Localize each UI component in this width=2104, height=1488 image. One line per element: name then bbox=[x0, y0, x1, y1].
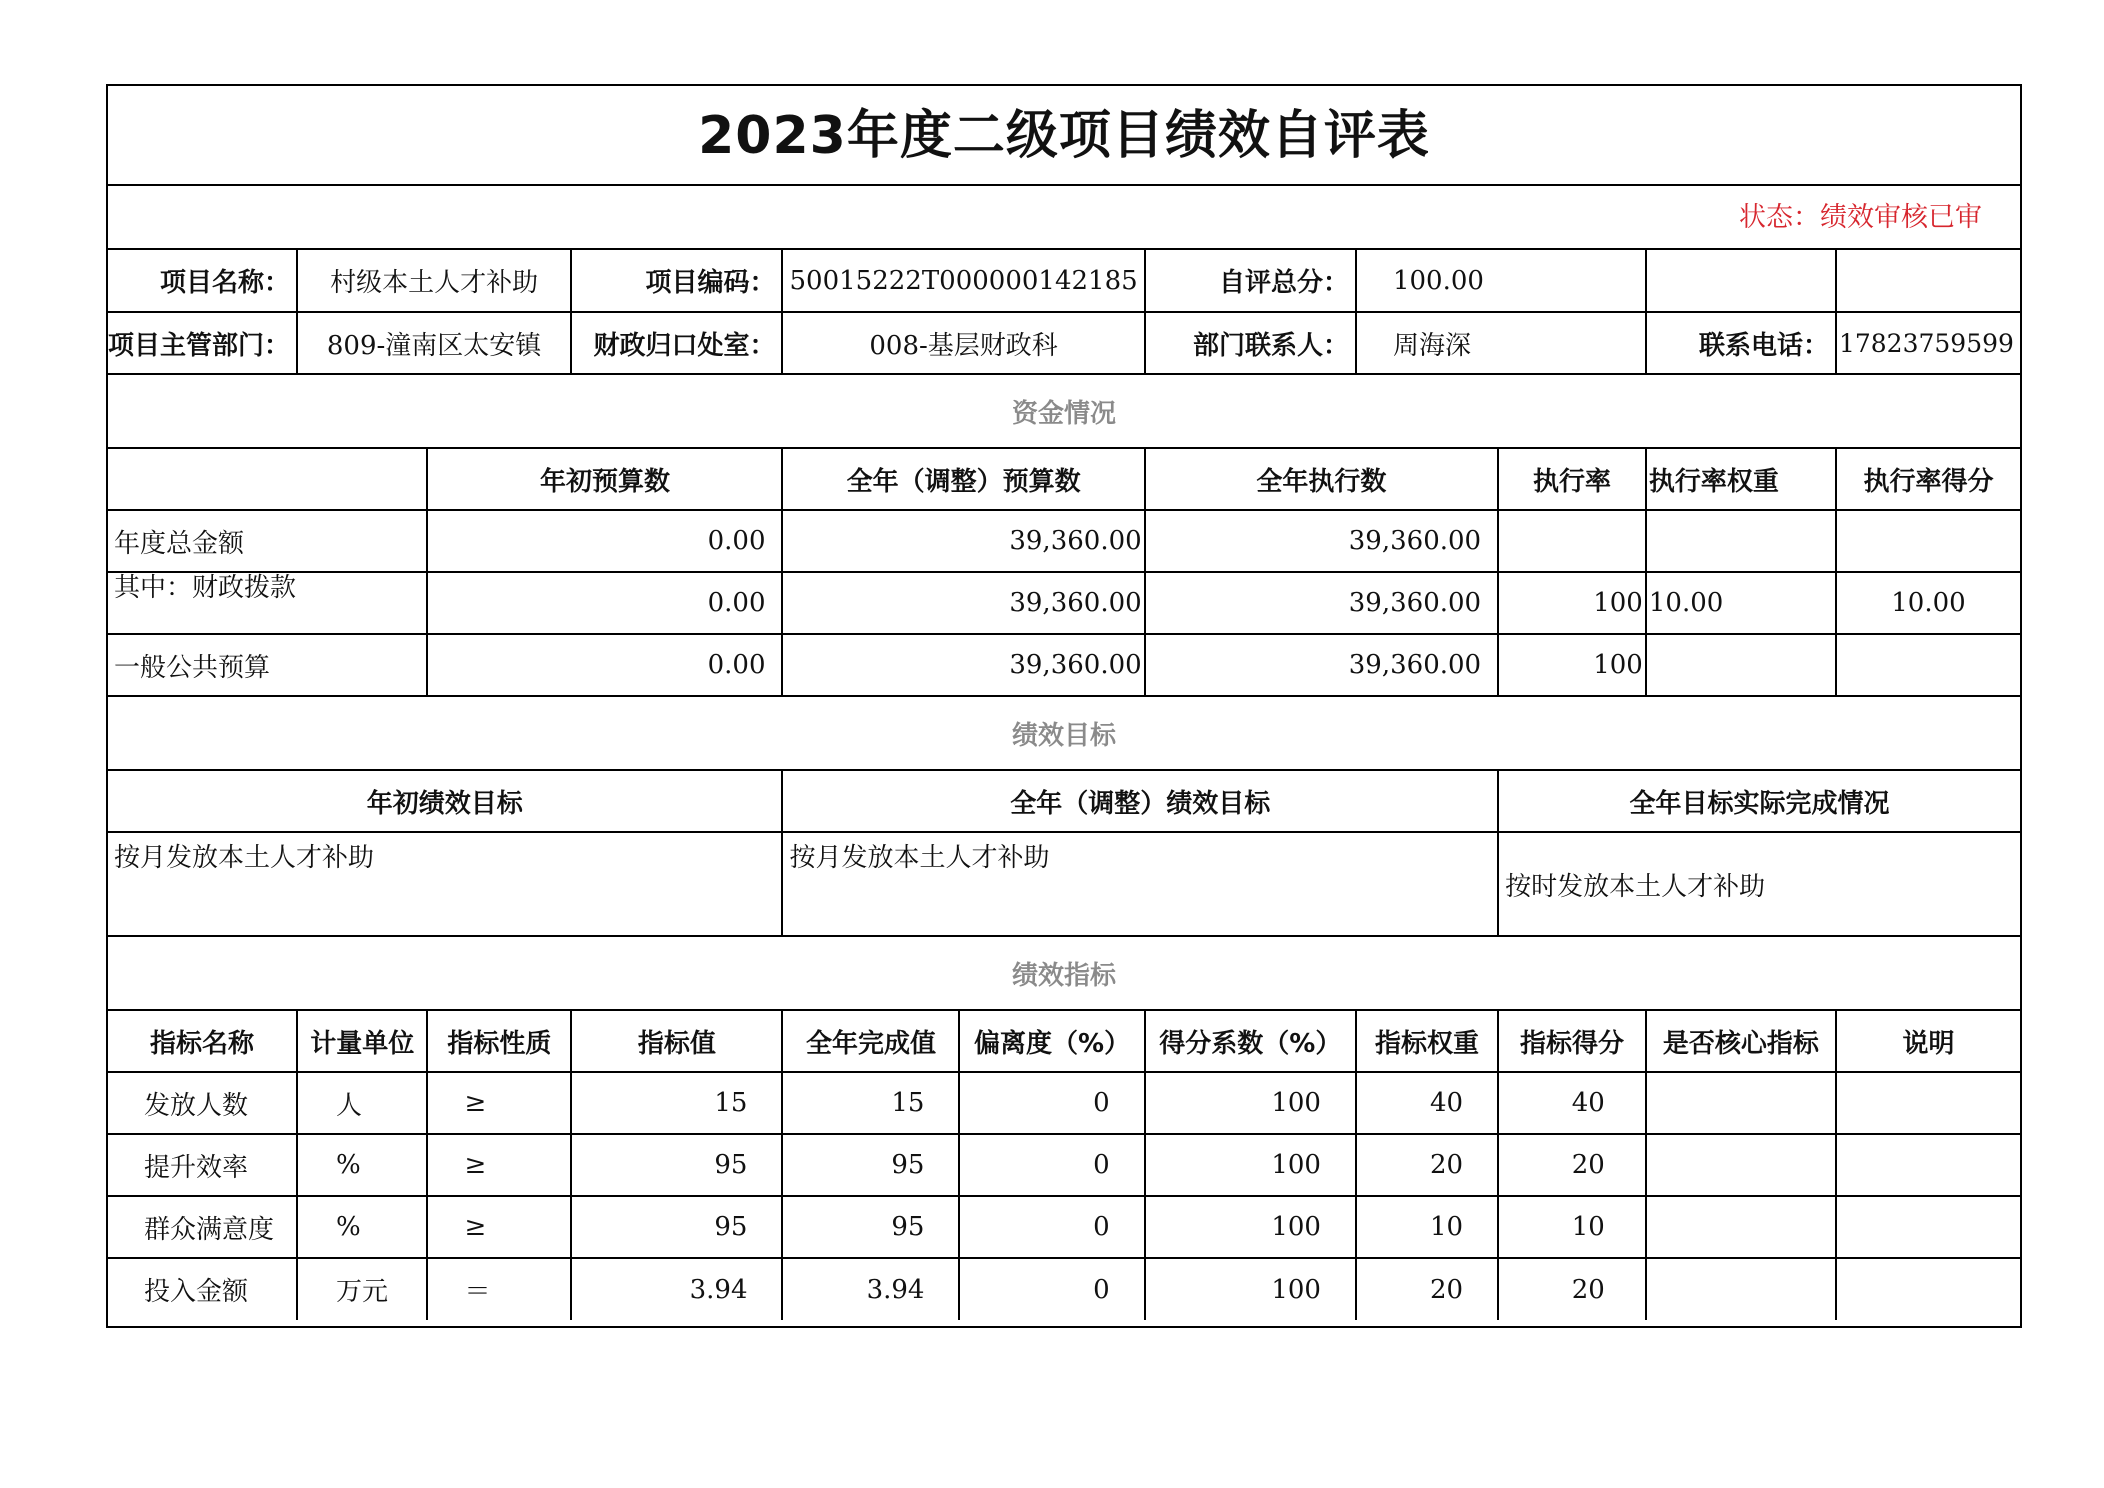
indicator-core bbox=[1646, 1134, 1836, 1196]
funds-header: 执行率得分 bbox=[1836, 448, 2020, 510]
funds-row bbox=[108, 572, 2020, 634]
indicator-header: 指标名称 bbox=[108, 1010, 297, 1072]
indicator-score: 20 bbox=[1498, 1258, 1646, 1320]
funds-executed: 39,360.00 bbox=[1145, 572, 1498, 634]
project-code-label: 项目编码： bbox=[571, 250, 782, 312]
indicator-deviation: 0 bbox=[959, 1196, 1144, 1258]
indicator-weight: 40 bbox=[1356, 1072, 1498, 1134]
indicator-weight: 20 bbox=[1356, 1134, 1498, 1196]
empty-cell bbox=[1836, 250, 2020, 312]
goals-content-row bbox=[108, 832, 2020, 936]
funds-header-empty bbox=[108, 448, 427, 510]
funds-weight: 10.00 bbox=[1646, 572, 1836, 634]
indicator-note bbox=[1836, 1134, 2020, 1196]
indicator-unit: % bbox=[297, 1134, 427, 1196]
funds-row bbox=[108, 634, 2020, 696]
evaluation-sheet bbox=[106, 84, 2022, 1328]
indicator-unit: 万元 bbox=[297, 1258, 427, 1320]
indicator-row bbox=[108, 1258, 2020, 1320]
funds-executed: 39,360.00 bbox=[1145, 510, 1498, 572]
indicator-row bbox=[108, 1134, 2020, 1196]
project-name-value: 村级本土人才补助 bbox=[297, 250, 571, 312]
empty-cell bbox=[1646, 250, 1836, 312]
indicator-header: 指标性质 bbox=[427, 1010, 571, 1072]
dept-value: 809-潼南区太安镇 bbox=[297, 312, 571, 374]
funds-row bbox=[108, 510, 2020, 572]
funds-row-label: 年度总金额 bbox=[108, 510, 427, 572]
indicator-note bbox=[1836, 1258, 2020, 1320]
phone-label: 联系电话： bbox=[1646, 312, 1836, 374]
indicator-deviation: 0 bbox=[959, 1134, 1144, 1196]
indicator-score: 10 bbox=[1498, 1196, 1646, 1258]
indicators-section-row bbox=[108, 936, 2020, 1010]
funds-header: 执行率权重 bbox=[1646, 448, 1836, 510]
status-text: 状态：绩效审核已审 bbox=[108, 186, 2020, 250]
funds-rate bbox=[1498, 510, 1646, 572]
indicator-coef: 100 bbox=[1145, 1072, 1356, 1134]
indicator-score: 40 bbox=[1498, 1072, 1646, 1134]
funds-header: 执行率 bbox=[1498, 448, 1646, 510]
goal-actual: 按时发放本土人才补助 bbox=[1498, 832, 2020, 936]
funds-rate: 100 bbox=[1498, 572, 1646, 634]
indicator-header: 计量单位 bbox=[297, 1010, 427, 1072]
indicator-unit: 人 bbox=[297, 1072, 427, 1134]
indicator-header: 说明 bbox=[1836, 1010, 2020, 1072]
indicator-header: 是否核心指标 bbox=[1646, 1010, 1836, 1072]
indicator-core bbox=[1646, 1072, 1836, 1134]
finance-office-label: 财政归口处室： bbox=[571, 312, 782, 374]
contact-value: 周海深 bbox=[1356, 312, 1646, 374]
indicator-nature: ≥ bbox=[427, 1196, 571, 1258]
phone-value: 17823759599 bbox=[1836, 312, 2020, 374]
indicator-nature: ≥ bbox=[427, 1072, 571, 1134]
funds-executed: 39,360.00 bbox=[1145, 634, 1498, 696]
total-score-value: 100.00 bbox=[1356, 250, 1646, 312]
funds-section-row bbox=[108, 374, 2020, 448]
indicator-score: 20 bbox=[1498, 1134, 1646, 1196]
funds-initial: 0.00 bbox=[427, 634, 782, 696]
indicator-row bbox=[108, 1196, 2020, 1258]
indicator-name: 发放人数 bbox=[108, 1072, 297, 1134]
indicator-target: 3.94 bbox=[571, 1258, 782, 1320]
indicator-unit: % bbox=[297, 1196, 427, 1258]
indicator-done: 3.94 bbox=[782, 1258, 959, 1320]
contact-label: 部门联系人： bbox=[1145, 312, 1356, 374]
funds-score: 10.00 bbox=[1836, 572, 2020, 634]
info-row-1 bbox=[108, 250, 2020, 312]
funds-header: 全年（调整）预算数 bbox=[782, 448, 1144, 510]
indicator-header: 得分系数（%） bbox=[1145, 1010, 1356, 1072]
indicator-done: 95 bbox=[782, 1134, 959, 1196]
indicator-target: 15 bbox=[571, 1072, 782, 1134]
indicator-header: 指标得分 bbox=[1498, 1010, 1646, 1072]
funds-weight bbox=[1646, 634, 1836, 696]
indicator-done: 15 bbox=[782, 1072, 959, 1134]
goals-header-row bbox=[108, 770, 2020, 832]
indicator-header: 偏离度（%） bbox=[959, 1010, 1144, 1072]
indicator-core bbox=[1646, 1196, 1836, 1258]
funds-score bbox=[1836, 634, 2020, 696]
indicator-name: 群众满意度 bbox=[108, 1196, 297, 1258]
indicator-note bbox=[1836, 1072, 2020, 1134]
indicator-coef: 100 bbox=[1145, 1196, 1356, 1258]
indicator-name: 投入金额 bbox=[108, 1258, 297, 1320]
funds-header: 全年执行数 bbox=[1145, 448, 1498, 510]
goals-section-title: 绩效目标 bbox=[108, 696, 2020, 770]
funds-adjusted: 39,360.00 bbox=[782, 572, 1144, 634]
indicator-coef: 100 bbox=[1145, 1258, 1356, 1320]
indicator-header: 全年完成值 bbox=[782, 1010, 959, 1072]
goal-adjusted: 按月发放本土人才补助 bbox=[782, 832, 1498, 936]
funds-header: 年初预算数 bbox=[427, 448, 782, 510]
indicator-weight: 20 bbox=[1356, 1258, 1498, 1320]
project-code-value: 50015222T000000142185 bbox=[782, 250, 1144, 312]
funds-adjusted: 39,360.00 bbox=[782, 510, 1144, 572]
indicator-header: 指标权重 bbox=[1356, 1010, 1498, 1072]
funds-adjusted: 39,360.00 bbox=[782, 634, 1144, 696]
evaluation-table bbox=[108, 250, 2020, 1320]
goals-section-row bbox=[108, 696, 2020, 770]
indicator-deviation: 0 bbox=[959, 1072, 1144, 1134]
indicator-target: 95 bbox=[571, 1196, 782, 1258]
indicator-nature: ＝ bbox=[427, 1258, 571, 1320]
indicators-section-title: 绩效指标 bbox=[108, 936, 2020, 1010]
dept-label: 项目主管部门： bbox=[108, 312, 297, 374]
funds-section-title: 资金情况 bbox=[108, 374, 2020, 448]
indicator-deviation: 0 bbox=[959, 1258, 1144, 1320]
funds-row-label: 其中：财政拨款 bbox=[108, 572, 427, 634]
indicator-note bbox=[1836, 1196, 2020, 1258]
info-row-2 bbox=[108, 312, 2020, 374]
indicator-weight: 10 bbox=[1356, 1196, 1498, 1258]
indicator-done: 95 bbox=[782, 1196, 959, 1258]
indicator-row bbox=[108, 1072, 2020, 1134]
indicator-name: 提升效率 bbox=[108, 1134, 297, 1196]
indicator-coef: 100 bbox=[1145, 1134, 1356, 1196]
project-name-label: 项目名称： bbox=[108, 250, 297, 312]
goals-header: 全年目标实际完成情况 bbox=[1498, 770, 2020, 832]
funds-header-row bbox=[108, 448, 2020, 510]
funds-score bbox=[1836, 510, 2020, 572]
funds-weight bbox=[1646, 510, 1836, 572]
page-title: 2023年度二级项目绩效自评表 bbox=[108, 86, 2020, 186]
funds-row-label: 一般公共预算 bbox=[108, 634, 427, 696]
indicator-core bbox=[1646, 1258, 1836, 1320]
funds-rate: 100 bbox=[1498, 634, 1646, 696]
goals-header: 全年（调整）绩效目标 bbox=[782, 770, 1498, 832]
indicator-nature: ≥ bbox=[427, 1134, 571, 1196]
indicator-target: 95 bbox=[571, 1134, 782, 1196]
funds-initial: 0.00 bbox=[427, 572, 782, 634]
total-score-label: 自评总分： bbox=[1145, 250, 1356, 312]
funds-initial: 0.00 bbox=[427, 510, 782, 572]
finance-office-value: 008-基层财政科 bbox=[782, 312, 1144, 374]
indicators-header-row bbox=[108, 1010, 2020, 1072]
indicator-header: 指标值 bbox=[571, 1010, 782, 1072]
goals-header: 年初绩效目标 bbox=[108, 770, 782, 832]
goal-initial: 按月发放本土人才补助 bbox=[108, 832, 782, 936]
